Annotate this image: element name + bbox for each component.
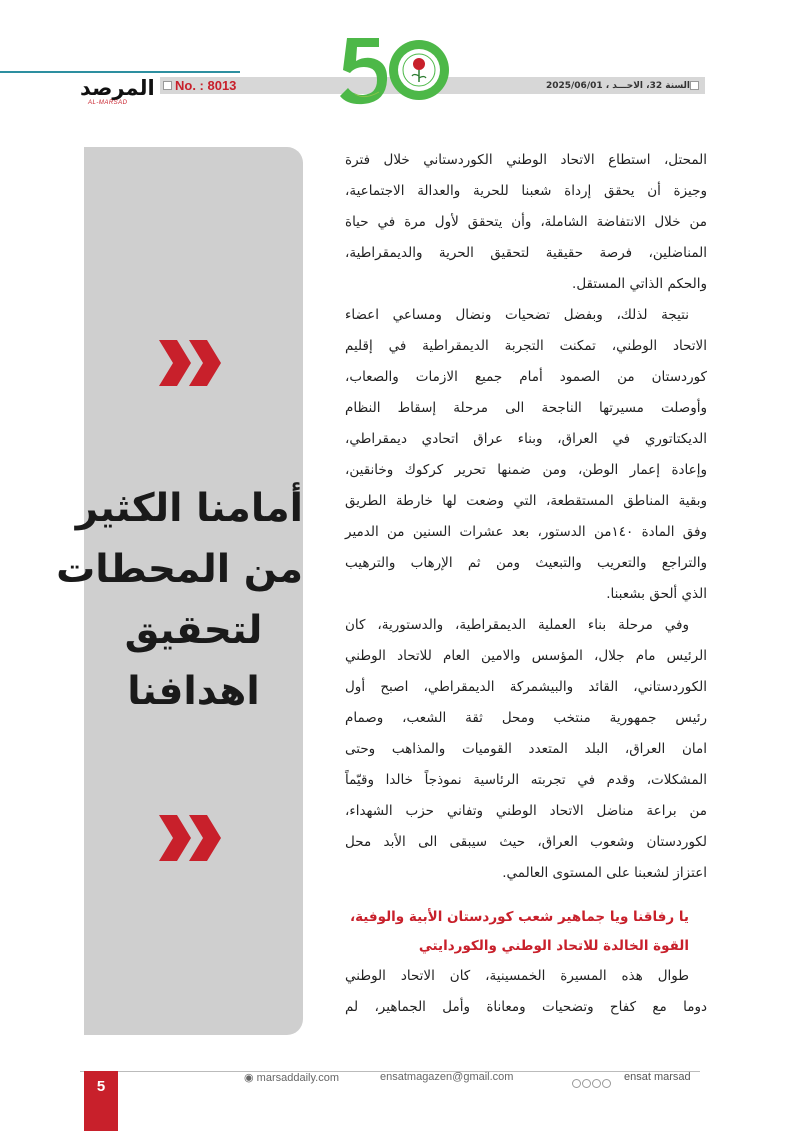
article-line: المناضلين، فرصة حقيقية لتحقيق الحرية والديمقراطية، xyxy=(345,245,707,261)
footer-website-text: marsaddaily.com xyxy=(256,1072,339,1084)
instagram-icon[interactable] xyxy=(592,1079,601,1088)
article-line: كوردستان من الصمود أمام جميع الازمات والصعاب، xyxy=(345,369,707,385)
article-line: رئيس جمهورية منتخب ومحل ثقة الشعب، وصمام xyxy=(345,710,707,726)
facebook-icon[interactable] xyxy=(572,1079,581,1088)
article-subheading: القوة الخالدة للاتحاد الوطني والكوردايتي xyxy=(418,938,689,954)
pull-quote-line: لتحقيق xyxy=(124,608,263,653)
header-square-icon xyxy=(690,81,699,90)
page-number: 5 xyxy=(96,1078,106,1095)
header-square-icon xyxy=(163,81,172,90)
article-line: والتراجع والتعريب والتبعيث ومن ثم الإرهاب والترهيب xyxy=(345,555,707,571)
quote-mark-icon xyxy=(157,813,227,863)
article-line: نتيجة لذلك، وبفضل تضحيات ونضال ومساعي اعضاء xyxy=(345,307,689,323)
article-line: اعتزاز لشعبنا على المستوى العالمي. xyxy=(502,865,707,881)
logo-wordmark: المرصد xyxy=(80,76,155,100)
footer-brand: ensat marsad xyxy=(624,1071,691,1083)
article-line: لكوردستان وشعوب العراق، حيث سيبقى الى الأبد محل xyxy=(345,834,707,850)
pull-quote-line: أمامنا الكثير xyxy=(75,486,303,531)
article-line: الديكتاتوري في العراق، وبناء عراق اتحادي ديمقراطي، xyxy=(345,431,707,447)
youtube-icon[interactable] xyxy=(602,1079,611,1088)
globe-icon: ◉ xyxy=(244,1072,254,1084)
article-line: والحكم الذاتي المستقل. xyxy=(572,276,707,292)
header-rule xyxy=(0,71,240,73)
twitter-icon[interactable] xyxy=(582,1079,591,1088)
article-line: دوما مع كفاح وتضحيات ومعاناة وأمل الجماهير، لم xyxy=(345,999,707,1015)
article-subheading: يا رفاقنا ويا جماهير شعب كوردستان الأبية والوفية، xyxy=(349,909,689,925)
article-line: من براعة مناضل الاتحاد الوطني وتفاني حزب الشهداء، xyxy=(345,803,707,819)
article-line: وفي مرحلة بناء العملية الديمقراطية، والدستورية، كان xyxy=(345,617,689,633)
issue-number: No. : 8013 xyxy=(175,78,237,93)
article-line: طوال هذه المسيرة الخمسينية، كان الاتحاد الوطني xyxy=(345,968,689,984)
article-line: وأوصلت مسيرتها الناجحة الى مرحلة إسقاط النظام xyxy=(345,400,707,416)
pull-quote-line: من المحطات xyxy=(56,547,303,592)
article-line: وفق المادة ١٤٠من الدستور، بعد عشرات السنين من الدمير xyxy=(345,524,707,540)
article-line: وإعادة إعمار الوطن، ومن ضمنها تحرير كركوك وخانقين، xyxy=(345,462,707,478)
article-line: من خلال الانتفاضة الشاملة، وأن يتحقق لأول مرة في حياة xyxy=(345,214,707,230)
article-line: الكوردستاني، القائد والبيشمركة الديمقراطي، اصبح أول xyxy=(345,679,707,695)
article-line: الرئيس مام جلال، المؤسس والامين العام للاتحاد الوطني xyxy=(345,648,707,664)
article-line: المشكلات، وقدم في تجربته الرئاسية نموذجاً خالدا وقيّماً xyxy=(345,772,707,788)
anniversary-emblem-icon xyxy=(335,30,455,110)
article-line: وبقية المناطق المستقطعة، التي وضعت لها خارطة الطريق xyxy=(345,493,707,509)
quote-mark-icon xyxy=(157,338,227,388)
social-icons xyxy=(572,1073,612,1092)
article-line: الاتحاد الوطني، تمكنت التجربة الديمقراطية في إقليم xyxy=(345,338,707,354)
pull-quote-line: اهدافنا xyxy=(127,669,260,714)
issue-date: السنة 32، الاحـــد ، 2025/06/01 xyxy=(545,81,690,91)
article-line: الذي ألحق بشعبنا. xyxy=(606,586,707,602)
article-line: وجيزة أن يحقق إرداة شعبنا للحرية والعدالة الاجتماعية، xyxy=(345,183,707,199)
pull-quote xyxy=(56,478,303,722)
footer-website[interactable] xyxy=(244,1071,339,1084)
logo-subtitle: AL-MARSAD xyxy=(88,100,128,106)
article-line: امان العراق، البلد المتعدد القوميات والمذاهب وحتى xyxy=(345,741,707,757)
marsad-logo xyxy=(80,76,160,110)
article-body xyxy=(345,145,707,1023)
article-line: المحتل، استطاع الاتحاد الوطني الكوردستاني خلال فترة xyxy=(345,152,707,168)
footer-email[interactable]: ensatmagazen@gmail.com xyxy=(380,1071,514,1083)
